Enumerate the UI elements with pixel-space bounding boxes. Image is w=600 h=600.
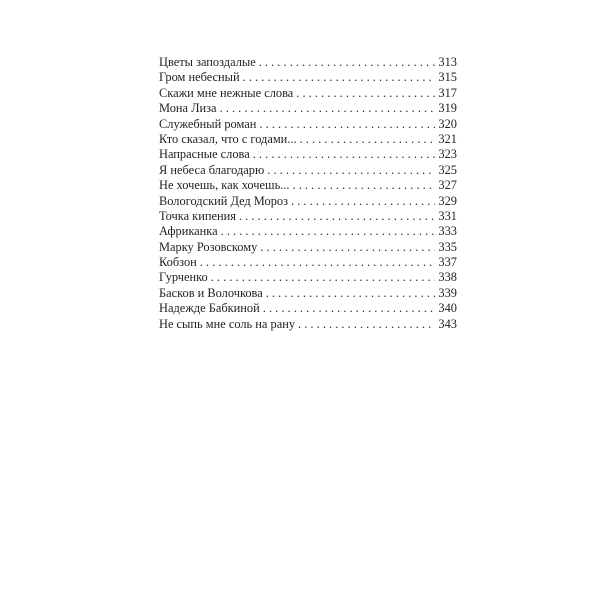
- table-of-contents: [159, 55, 457, 332]
- toc-entry-page: 340: [438, 301, 457, 316]
- toc-entry-title: Скажи мне нежные слова: [159, 85, 294, 100]
- toc-entry-page: 319: [438, 101, 457, 116]
- toc-entry-title: Не хочешь, как хочешь...: [159, 178, 290, 193]
- toc-entry: [159, 224, 457, 239]
- toc-entry-page: 315: [438, 70, 457, 85]
- toc-entry-title: Не сыпь мне соль на рану: [159, 316, 296, 331]
- dot-leader: [300, 132, 436, 147]
- toc-entry-page: 338: [438, 270, 457, 285]
- dot-leader: [259, 117, 435, 132]
- toc-entry: [159, 255, 457, 270]
- toc-entry-title: Марку Розовскому: [159, 239, 258, 254]
- toc-entry-page: 335: [438, 239, 457, 254]
- toc-entry: [159, 117, 457, 132]
- toc-entry-title: Гурченко: [159, 270, 208, 285]
- toc-entry-title: Басков и Волочкова: [159, 285, 263, 300]
- toc-entry-page: 325: [438, 162, 457, 177]
- toc-entry: [159, 194, 457, 209]
- dot-leader: [253, 147, 436, 162]
- toc-entry-title: Точка кипения: [159, 208, 236, 223]
- dot-leader: [243, 70, 436, 85]
- toc-entry-title: Служебный роман: [159, 116, 257, 131]
- toc-entry-title: Африканка: [159, 224, 218, 239]
- toc-entry-title: Вологодский Дед Мороз: [159, 193, 288, 208]
- toc-entry-page: 321: [438, 131, 457, 146]
- dot-leader: [263, 301, 436, 316]
- toc-entry-title: Кобзон: [159, 255, 197, 270]
- toc-entry-title: Кто сказал, что с годами...: [159, 131, 297, 146]
- toc-entry: [159, 55, 457, 70]
- toc-entry: [159, 178, 457, 193]
- toc-entry: [159, 209, 457, 224]
- toc-entry-page: 317: [438, 85, 457, 100]
- dot-leader: [298, 317, 435, 332]
- toc-entry: [159, 240, 457, 255]
- toc-entry-page: 343: [438, 316, 457, 331]
- toc-entry-page: 331: [438, 208, 457, 223]
- toc-entry: [159, 163, 457, 178]
- dot-leader: [259, 55, 436, 70]
- toc-entry-page: 333: [438, 224, 457, 239]
- dot-leader: [211, 270, 436, 285]
- toc-entry-title: Напрасные слова: [159, 147, 250, 162]
- toc-entry-title: Я небеса благодарю: [159, 162, 265, 177]
- dot-leader: [220, 101, 436, 116]
- toc-entry-title: Надежде Бабкиной: [159, 301, 260, 316]
- toc-entry: [159, 270, 457, 285]
- dot-leader: [296, 86, 435, 101]
- toc-entry: [159, 70, 457, 85]
- dot-leader: [293, 178, 436, 193]
- dot-leader: [291, 194, 435, 209]
- dot-leader: [200, 255, 436, 270]
- toc-entry-page: 323: [438, 147, 457, 162]
- dot-leader: [266, 286, 436, 301]
- dot-leader: [221, 224, 436, 239]
- toc-entry-page: 320: [438, 116, 457, 131]
- toc-entry: [159, 317, 457, 332]
- toc-entry: [159, 147, 457, 162]
- toc-entry: [159, 301, 457, 316]
- dot-leader: [239, 209, 435, 224]
- dot-leader: [267, 163, 435, 178]
- toc-entry-title: Гром небесный: [159, 70, 240, 85]
- toc-entry: [159, 286, 457, 301]
- toc-entry-title: Мона Лиза: [159, 101, 217, 116]
- dot-leader: [260, 240, 435, 255]
- toc-entry-page: 313: [438, 55, 457, 69]
- toc-entry: [159, 86, 457, 101]
- toc-entry: [159, 101, 457, 116]
- toc-entry-page: 337: [438, 255, 457, 270]
- toc-entry-page: 329: [438, 193, 457, 208]
- toc-entry-title: Цветы запоздалые: [159, 55, 256, 69]
- toc-entry-page: 327: [438, 178, 457, 193]
- toc-entry: [159, 132, 457, 147]
- toc-entry-page: 339: [438, 285, 457, 300]
